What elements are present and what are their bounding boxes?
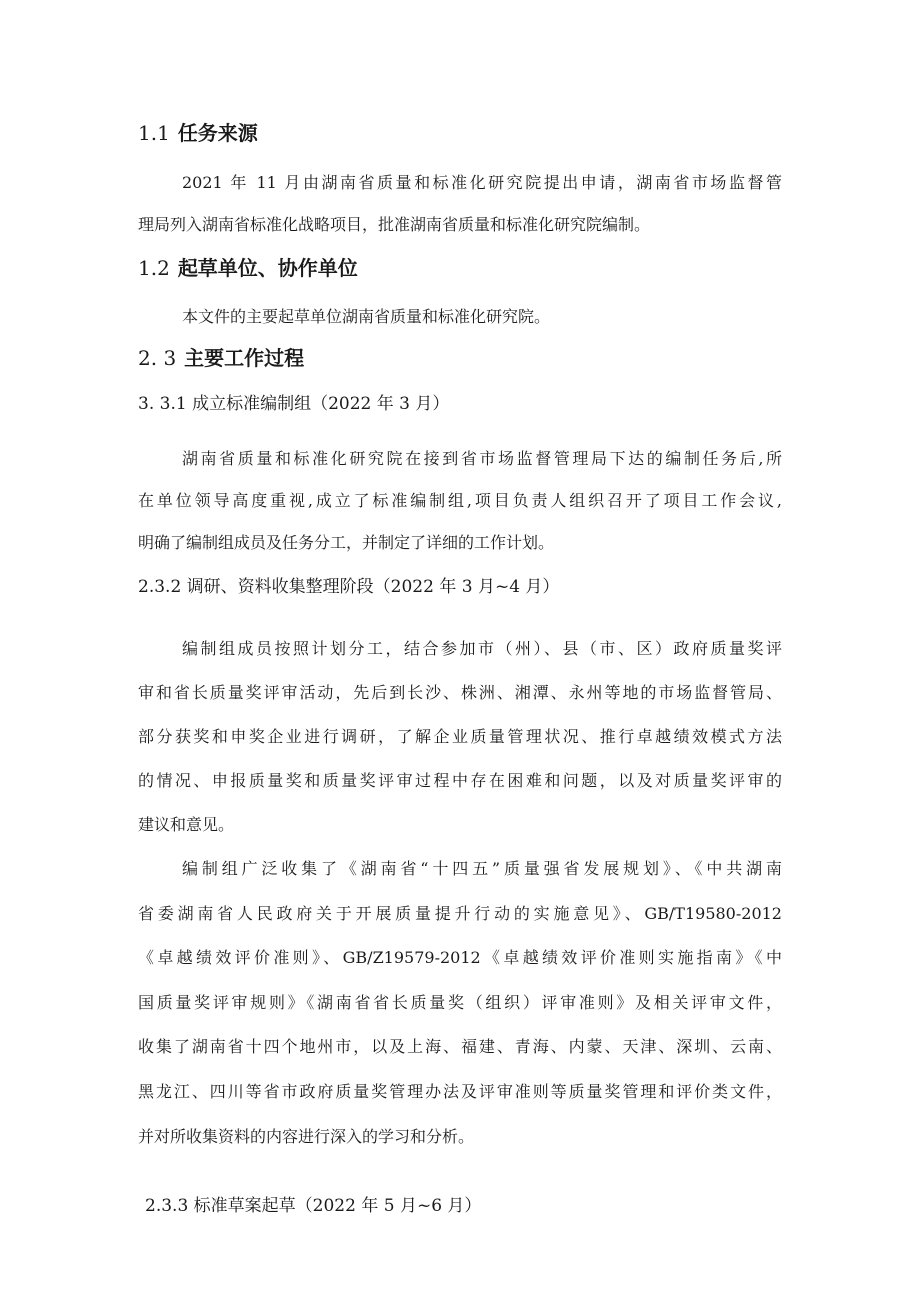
paragraph-line: 审和省长质量奖评审活动，先后到长沙、株洲、湘潭、永州等地的市场监督管局、 <box>138 683 782 702</box>
paragraph-line: 黑龙江、四川等省市政府质量奖管理办法及评审准则等质量奖管理和评价类文件， <box>138 1081 782 1101</box>
section-title: 起草单位、协作单位 <box>177 256 358 280</box>
paragraph-line: 本文件的主要起草单位湖南省质量和标准化研究院。 <box>182 307 551 326</box>
paragraph-task-source <box>138 162 782 246</box>
paragraph-drafting-unit <box>138 302 782 332</box>
paragraph-materials-collection <box>138 847 782 1159</box>
subsection-heading-2-3-2: 2.3.2 调研、资料收集整理阶段（2022 年 3 月~4 月） <box>138 577 560 597</box>
paragraph-line: 并对所收集资料的内容进行深入的学习和分析。 <box>138 1126 475 1146</box>
paragraph-line: 《卓越绩效评价准则》、GB/Z19579-2012《卓越绩效评价准则实施指南》《中 <box>138 948 782 968</box>
paragraph-line: 部分获奖和申奖企业进行调研，了解企业质量管理状况、推行卓越绩效模式方法 <box>138 727 782 746</box>
paragraph-line: 明确了编制组成员及任务分工，并制定了详细的工作计划。 <box>138 533 555 552</box>
section-number: 1.2 <box>138 256 170 280</box>
paragraph-line: 编制组广泛收集了《湖南省“十四五”质量强省发展规划》、《中共湖南 <box>182 859 782 878</box>
paragraph-line: 理局列入湖南省标准化战略项目，批准湖南省质量和标准化研究院编制。 <box>138 215 651 234</box>
paragraph-research <box>138 627 782 847</box>
subsection-heading-2-3-3: 2.3.3 标准草案起草（2022 年 5 月~6 月） <box>145 1196 482 1216</box>
paragraph-line: 2021 年 11 月由湖南省质量和标准化研究院提出申请，湖南省市场监督管 <box>182 173 782 192</box>
paragraph-line: 在单位领导高度重视,成立了标准编制组,项目负责人组织召开了项目工作会议, <box>138 491 782 510</box>
section-title: 任务来源 <box>177 121 258 145</box>
section-heading-2-3 <box>138 345 304 371</box>
paragraph-line: 收集了湖南省十四个地州市，以及上海、福建、青海、内蒙、天津、深圳、云南、 <box>138 1037 782 1057</box>
paragraph-compilation-group <box>138 438 782 564</box>
paragraph-line: 国质量奖评审规则》《湖南省省长质量奖（组织）评审准则》及相关评审文件， <box>138 992 782 1012</box>
paragraph-line: 的情况、申报质量奖和质量奖评审过程中存在困难和问题，以及对质量奖评审的 <box>138 771 782 790</box>
paragraph-line: 湖南省质量和标准化研究院在接到省市场监督管理局下达的编制任务后,所 <box>182 449 782 468</box>
paragraph-line: 省委湖南省人民政府关于开展质量提升行动的实施意见》、GB/T19580-2012 <box>138 903 782 923</box>
section-title: 主要工作过程 <box>184 346 305 370</box>
paragraph-line: 编制组成员按照计划分工，结合参加市（州）、县（市、区）政府质量奖评 <box>182 639 782 658</box>
section-number: 1.1 <box>138 121 170 145</box>
section-number: 2. 3 <box>138 346 177 370</box>
subsection-heading-3-3-1: 3. 3.1 成立标准编制组（2022 年 3 月） <box>138 394 450 414</box>
section-heading-1-2 <box>138 255 358 281</box>
section-heading-1-1 <box>138 120 258 146</box>
paragraph-line: 建议和意见。 <box>138 815 235 834</box>
